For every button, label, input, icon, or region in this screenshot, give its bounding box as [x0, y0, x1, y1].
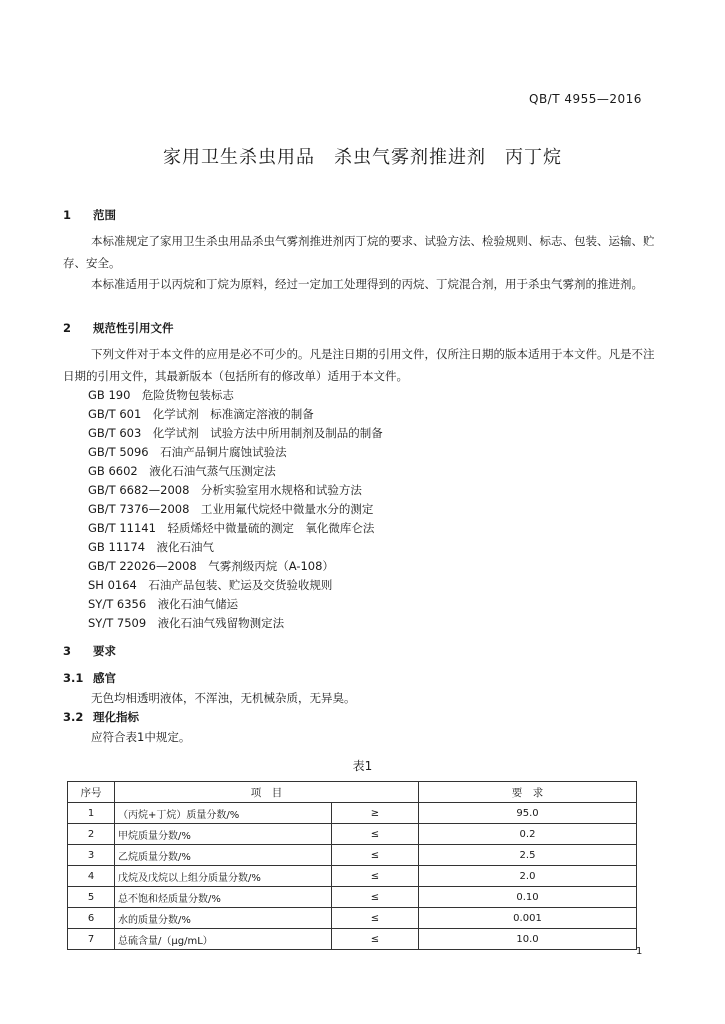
- section-2-paragraph-1: 下列文件对于本文件的应用是必不可少的。凡是注日期的引用文件，仅所注日期的版本适用于本文件。凡是不注日期的引用文件，其最新版本（包括所有的修改单）适用于本文件。: [63, 347, 655, 383]
- table-row: [68, 866, 637, 887]
- section-3-heading: [63, 643, 116, 659]
- row-item: 甲烷质量分数/%: [115, 824, 332, 845]
- reference-item: GB/T 601 化学试剂 标准滴定溶液的制备: [88, 407, 314, 421]
- table-row: [68, 908, 637, 929]
- reference-item: GB 190 危险货物包装标志: [88, 388, 234, 402]
- row-relation: ≤: [332, 845, 419, 866]
- section-number: 3: [63, 644, 72, 658]
- table-caption: 表1: [352, 759, 373, 773]
- document-title: 家用卫生杀虫用品 杀虫气雾剂推进剂 丙丁烷: [163, 147, 562, 168]
- row-item: 水的质量分数/%: [115, 908, 332, 929]
- row-no: 5: [68, 887, 115, 908]
- row-value: 0.2: [419, 824, 637, 845]
- row-no: 4: [68, 866, 115, 887]
- row-relation: ≤: [332, 908, 419, 929]
- row-no: 3: [68, 845, 115, 866]
- subsection-number: 3.1: [63, 671, 84, 685]
- reference-item: SY/T 7509 液化石油气残留物测定法: [88, 616, 285, 630]
- subsection-title: 理化指标: [93, 710, 139, 724]
- row-value: 2.0: [419, 866, 637, 887]
- subsection-3-2-text: 应符合表1中规定。: [91, 730, 191, 744]
- row-relation: ≥: [332, 803, 419, 824]
- row-no: 1: [68, 803, 115, 824]
- page-number: 1: [636, 946, 643, 957]
- reference-item: GB/T 6682—2008 分析实验室用水规格和试验方法: [88, 483, 362, 497]
- row-item: （丙烷+丁烷）质量分数/%: [115, 803, 332, 824]
- requirements-table: [67, 781, 637, 950]
- section-title: 要求: [93, 644, 116, 658]
- row-item: 总不饱和烃质量分数/%: [115, 887, 332, 908]
- header-item: 项 目: [115, 782, 419, 803]
- section-1-heading: [63, 207, 116, 223]
- reference-item: SY/T 6356 液化石油气储运: [88, 597, 239, 611]
- reference-item: GB/T 7376—2008 工业用氟代烷烃中微量水分的测定: [88, 502, 374, 516]
- row-value: 0.001: [419, 908, 637, 929]
- section-1-paragraph-2: 本标准适用于以丙烷和丁烷为原料，经过一定加工处理得到的丙烷、丁烷混合剂，用于杀虫气雾剂的推进剂。: [91, 277, 643, 291]
- reference-item: GB/T 603 化学试剂 试验方法中所用制剂及制品的制备: [88, 426, 383, 440]
- subsection-number: 3.2: [63, 710, 84, 724]
- subsection-3-1-heading: [63, 670, 116, 686]
- table-row: [68, 887, 637, 908]
- row-value: 10.0: [419, 929, 637, 950]
- row-value: 0.10: [419, 887, 637, 908]
- reference-item: SH 0164 石油产品包装、贮运及交货验收规则: [88, 578, 333, 592]
- reference-item: GB/T 5096 石油产品铜片腐蚀试验法: [88, 445, 287, 459]
- row-no: 7: [68, 929, 115, 950]
- row-item: 乙烷质量分数/%: [115, 845, 332, 866]
- row-item: 总硫含量/（μg/mL）: [115, 929, 332, 950]
- reference-item: GB/T 22026—2008 气雾剂级丙烷（A-108）: [88, 559, 334, 573]
- row-relation: ≤: [332, 929, 419, 950]
- table-row: [68, 803, 637, 824]
- reference-item: GB 11174 液化石油气: [88, 540, 215, 554]
- standard-code: QB/T 4955—2016: [529, 92, 642, 106]
- row-relation: ≤: [332, 866, 419, 887]
- subsection-3-1-text: 无色均相透明液体，不浑浊，无机械杂质，无异臭。: [91, 691, 356, 705]
- row-relation: ≤: [332, 824, 419, 845]
- section-title: 范围: [93, 208, 116, 222]
- subsection-title: 感官: [93, 671, 116, 685]
- row-no: 2: [68, 824, 115, 845]
- reference-item: GB/T 11141 轻质烯烃中微量硫的测定 氧化微库仑法: [88, 521, 375, 535]
- row-value: 95.0: [419, 803, 637, 824]
- header-no: 序号: [68, 782, 115, 803]
- section-number: 1: [63, 208, 72, 222]
- subsection-3-2-heading: [63, 709, 139, 725]
- section-1-paragraph-1: 本标准规定了家用卫生杀虫用品杀虫气雾剂推进剂丙丁烷的要求、试验方法、检验规则、标志、包装、运输、贮存、安全。: [63, 234, 655, 270]
- table-row: [68, 845, 637, 866]
- reference-item: GB 6602 液化石油气蒸气压测定法: [88, 464, 276, 478]
- row-no: 6: [68, 908, 115, 929]
- row-item: 戊烷及戊烷以上组分质量分数/%: [115, 866, 332, 887]
- row-relation: ≤: [332, 887, 419, 908]
- row-value: 2.5: [419, 845, 637, 866]
- section-number: 2: [63, 321, 72, 335]
- table-row: [68, 929, 637, 950]
- section-title: 规范性引用文件: [93, 321, 174, 335]
- header-requirement: 要 求: [419, 782, 637, 803]
- table-row: [68, 824, 637, 845]
- section-2-heading: [63, 320, 174, 336]
- table-header-row: [68, 782, 637, 803]
